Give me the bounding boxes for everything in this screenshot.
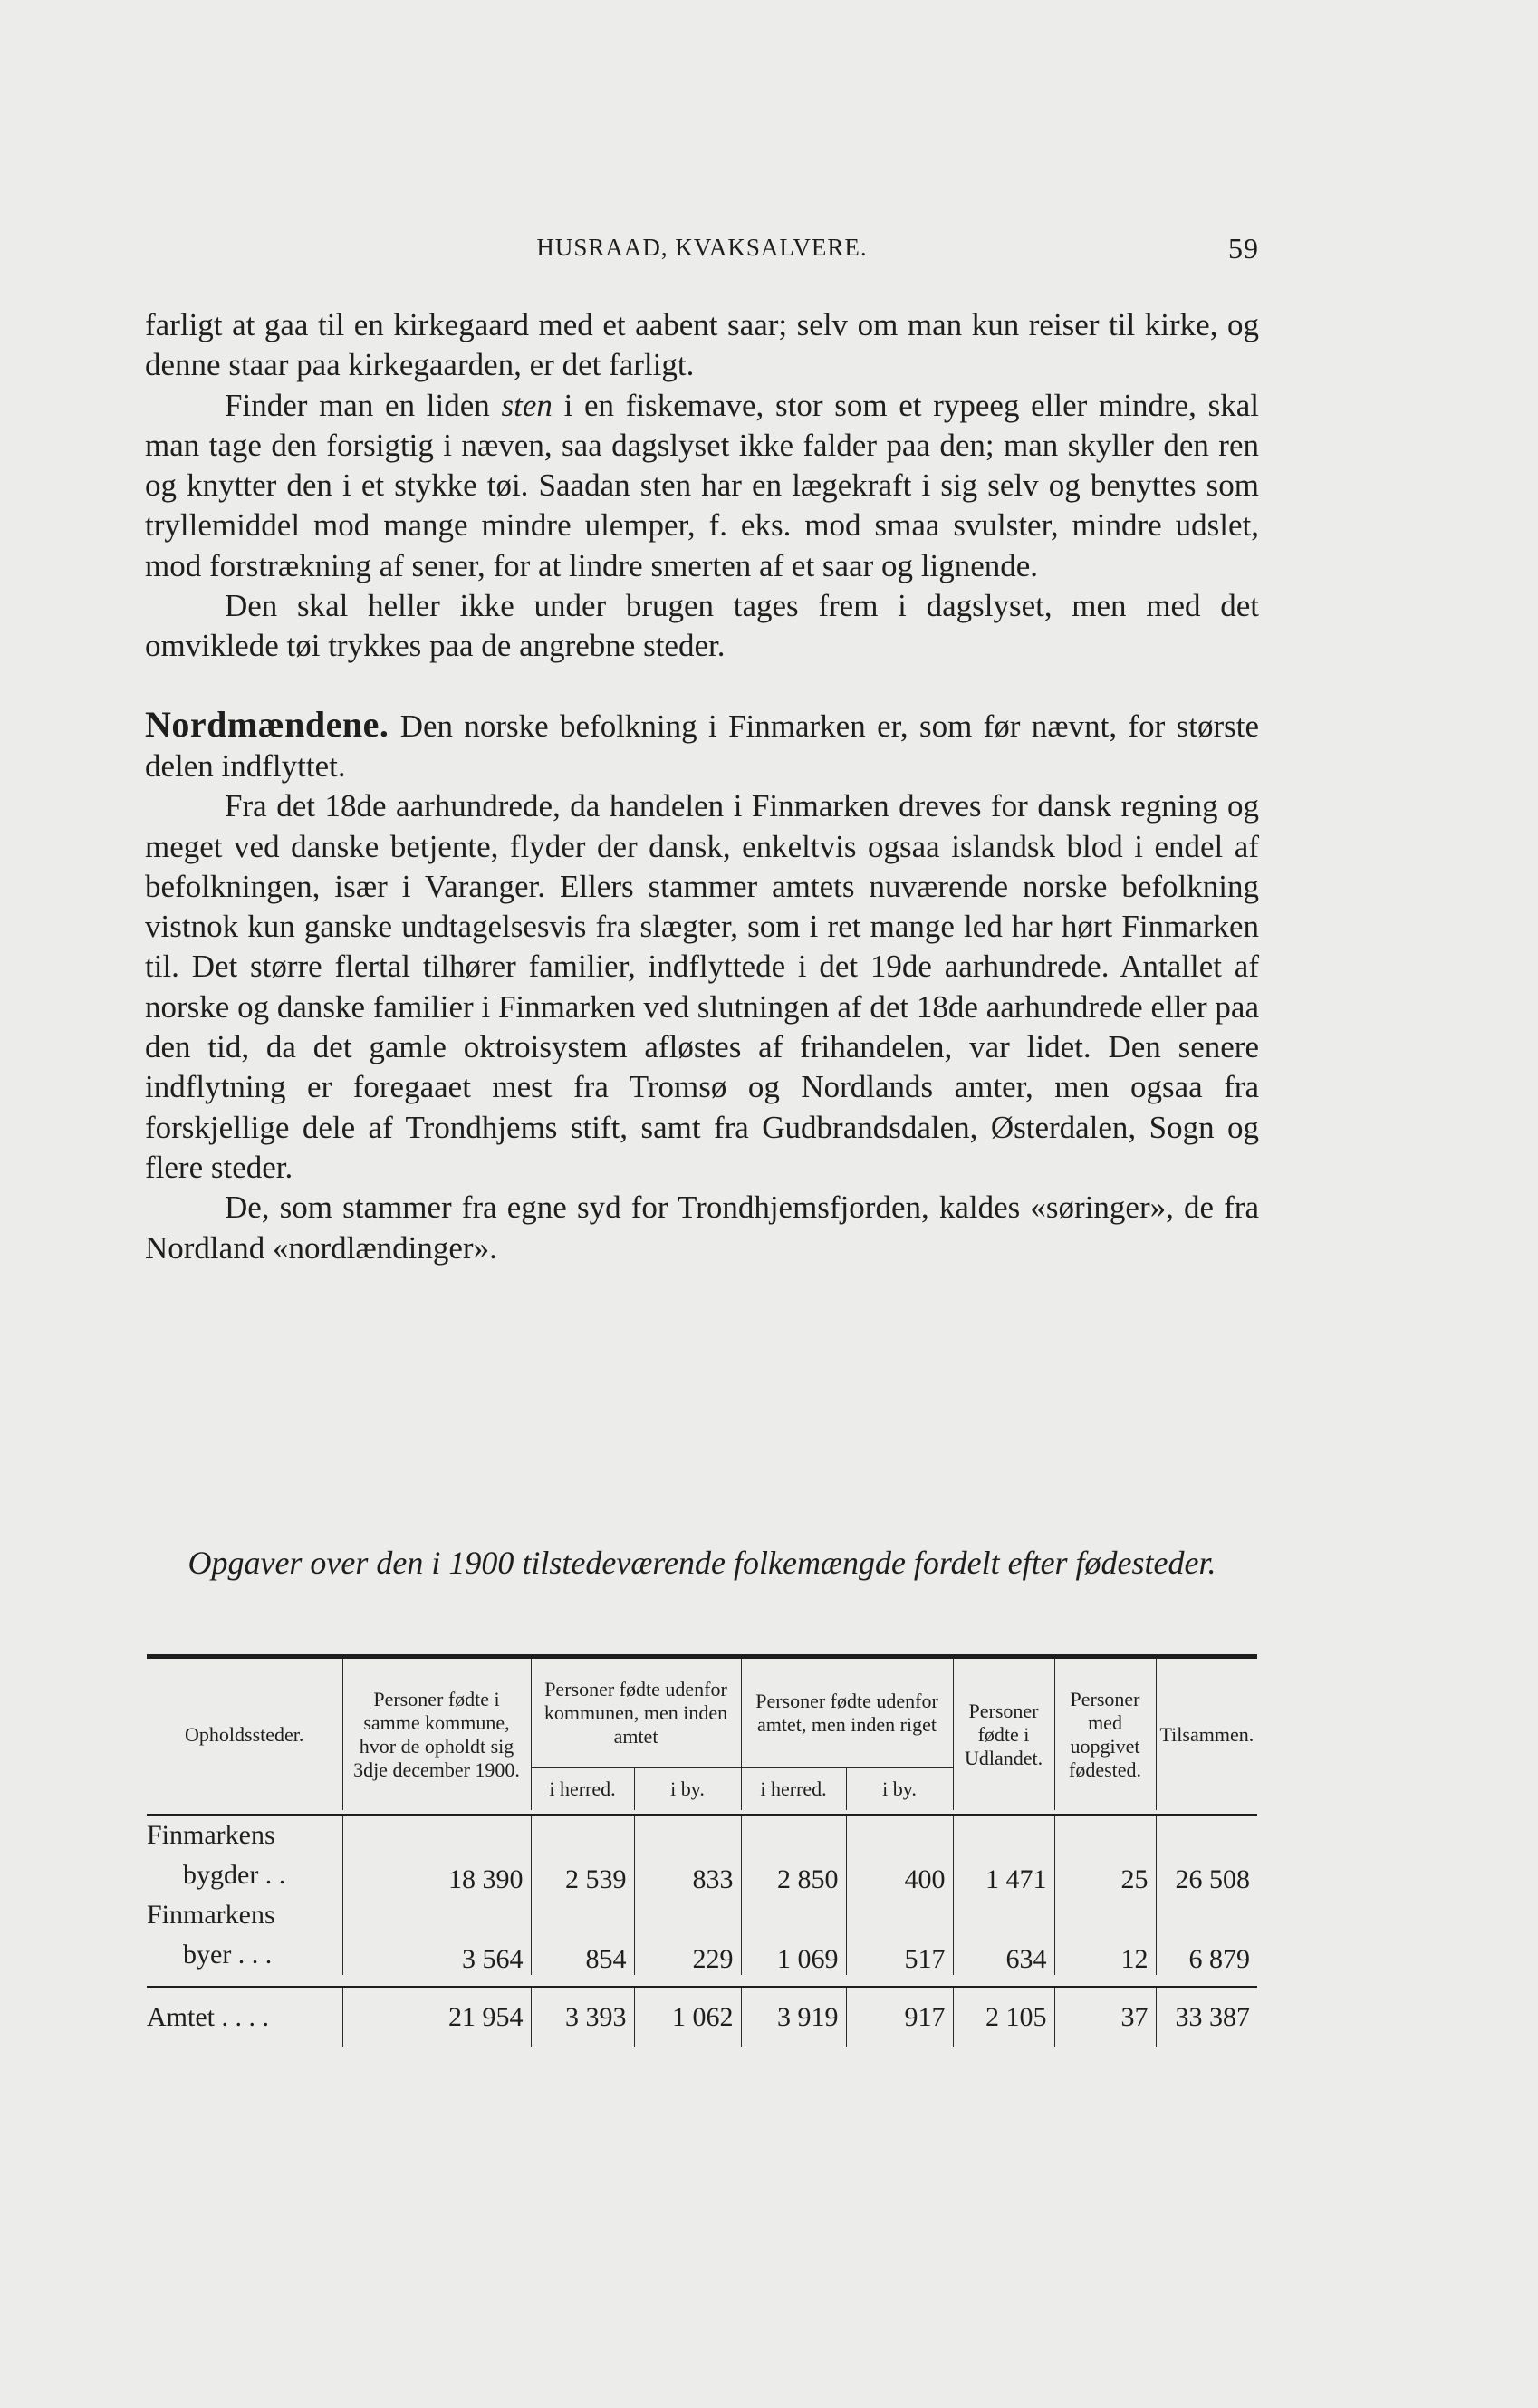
cell-total: 26 508 — [1156, 1816, 1257, 1895]
subheader-herred: i herred. — [741, 1768, 846, 1811]
header-within-amt: Personer fødte udenfor kommunen, men inden amtet — [531, 1659, 741, 1768]
cell-uopgivet: 25 — [1054, 1816, 1156, 1895]
table-caption: Opgaver over den i 1900 tilstedeværende folkemængde fordelt efter fødesteder. — [187, 1545, 1216, 1581]
cell-same-commune: 3 564 — [342, 1895, 531, 1975]
cell-udland: 1 471 — [953, 1816, 1054, 1895]
cell-rige-by: 917 — [846, 1988, 953, 2047]
subheader-herred: i herred. — [531, 1768, 634, 1811]
cell-udland: 634 — [953, 1895, 1054, 1975]
paragraph: Den skal heller ikke under brugen tages frem i dagslyset, men med det omviklede tøi trykkes paa de angrebne steder. — [145, 588, 1259, 664]
cell-amt-by: 229 — [634, 1895, 741, 1975]
paragraph-text: Den norske befolkning i Finmarken er, som før nævnt, for største delen indflyttet. — [145, 708, 1260, 784]
section-heading: Nordmændene. — [145, 703, 389, 745]
subheader-by: i by. — [846, 1768, 953, 1811]
cell-amt-herred: 3 393 — [531, 1988, 634, 2047]
cell-uopgivet: 37 — [1054, 1988, 1156, 2047]
header-same-commune: Personer fødte i samme kommune, hvor de opholdt sig 3dje december 1900. — [342, 1659, 531, 1810]
paragraph — [145, 386, 1259, 586]
cell-rige-by: 517 — [846, 1895, 953, 1975]
cell-total: 6 879 — [1156, 1895, 1257, 1975]
table-row — [147, 1895, 1257, 1975]
row-label — [147, 1816, 342, 1895]
cell-same-commune: 18 390 — [342, 1816, 531, 1895]
cell-rige-herred: 3 919 — [741, 1988, 846, 2047]
statistics-table — [147, 1654, 1257, 2047]
cell-rige-herred: 1 069 — [741, 1895, 846, 1975]
subheader-by: i by. — [634, 1768, 741, 1811]
header-total: Tilsammen. — [1156, 1659, 1257, 1810]
cell-amt-by: 833 — [634, 1816, 741, 1895]
population-table — [147, 1659, 1257, 2047]
cell-amt-by: 1 062 — [634, 1988, 741, 2047]
cell-amt-herred: 854 — [531, 1895, 634, 1975]
table-total-row — [147, 1988, 1257, 2047]
row-label — [147, 1895, 342, 1975]
page-number: 59 — [1228, 232, 1259, 265]
paragraph: De, som stammer fra egne syd for Trondhjemsfjorden, kaldes «søringer», de fra Nordland «nordlændinger». — [145, 1190, 1259, 1266]
cell-amt-herred: 2 539 — [531, 1816, 634, 1895]
paragraph-text: Finder man en liden — [225, 387, 502, 423]
paragraph — [145, 705, 1259, 787]
header-udland: Personer fødte i Udlandet. — [953, 1659, 1054, 1810]
cell-same-commune: 21 954 — [342, 1988, 531, 2047]
cell-rige-herred: 2 850 — [741, 1816, 846, 1895]
cell-rige-by: 400 — [846, 1816, 953, 1895]
running-title: HUSRAAD, KVAKSALVERE. — [536, 234, 868, 261]
row-label-line: byer . . . — [183, 1940, 273, 1970]
cell-uopgivet: 12 — [1054, 1895, 1156, 1975]
row-label-line: bygder . . — [183, 1860, 286, 1890]
cell-udland: 2 105 — [953, 1988, 1054, 2047]
emphasis: sten — [501, 387, 553, 423]
paragraph: farligt at gaa til en kirkegaard med et aabent saar; selv om man kun reiser til kirke, og denne staar paa kirkegaarden, er det farligt. — [145, 307, 1259, 383]
table-row — [147, 1816, 1257, 1895]
paragraph: Fra det 18de aarhundrede, da handelen i Finmarken dreves for dansk regning og meget ved danske betjente, flyder der dansk, enkeltvis ogsaa islandsk blod i endel af befolkningen, især i Varanger. Ellers stammer amtets nuværende norske befolkning vistnok kun ganske undtagelsesvis fra slægter, som i ret mange led har hørt Finmarken til. Det større flertal tilhører familier, indflyttede i det 19de aarhundrede. Antallet af norske og danske familier i Finmarken ved slutningen af det 18de aarhundrede eller paa den tid, da det gamle oktroisystem afløstes af frihandelen, var lidet. Den senere indflytning er foregaaet mest fra Tromsø og Nordlands amter, men ogsaa fra forskjellige dele af Trondhjems stift, samt fra Gudbrandsdalen, Østerdalen, Sogn og flere steder. — [145, 788, 1259, 1185]
paragraph-text: i en fiskemave, stor som et rypeeg eller mindre, skal man tage den forsigtig i næven, saa dagslyset ikke falder paa den; man skyller den ren og knytter den i et stykke tøi. Saadan sten har en lægekraft i sig selv og benyttes som tryllemiddel mod mange mindre ulemper, f. eks. mod smaa svulster, mindre udslet, mod forstrækning af sener, for at lindre smerten af et saar og lignende. — [145, 387, 1259, 583]
cell-total: 33 387 — [1156, 1988, 1257, 2047]
header-within-rige: Personer fødte udenfor amtet, men inden riget — [741, 1659, 953, 1768]
header-uopgivet: Personer med uopgivet fødested. — [1054, 1659, 1156, 1810]
row-label-line: Finmarkens — [147, 1820, 275, 1850]
total-label: Amtet . . . . — [147, 2002, 269, 2032]
body-text — [145, 305, 1259, 1268]
row-label-line: Finmarkens — [147, 1900, 275, 1930]
running-head — [145, 234, 1259, 270]
header-opholdssteder: Opholdssteder. — [185, 1722, 304, 1746]
